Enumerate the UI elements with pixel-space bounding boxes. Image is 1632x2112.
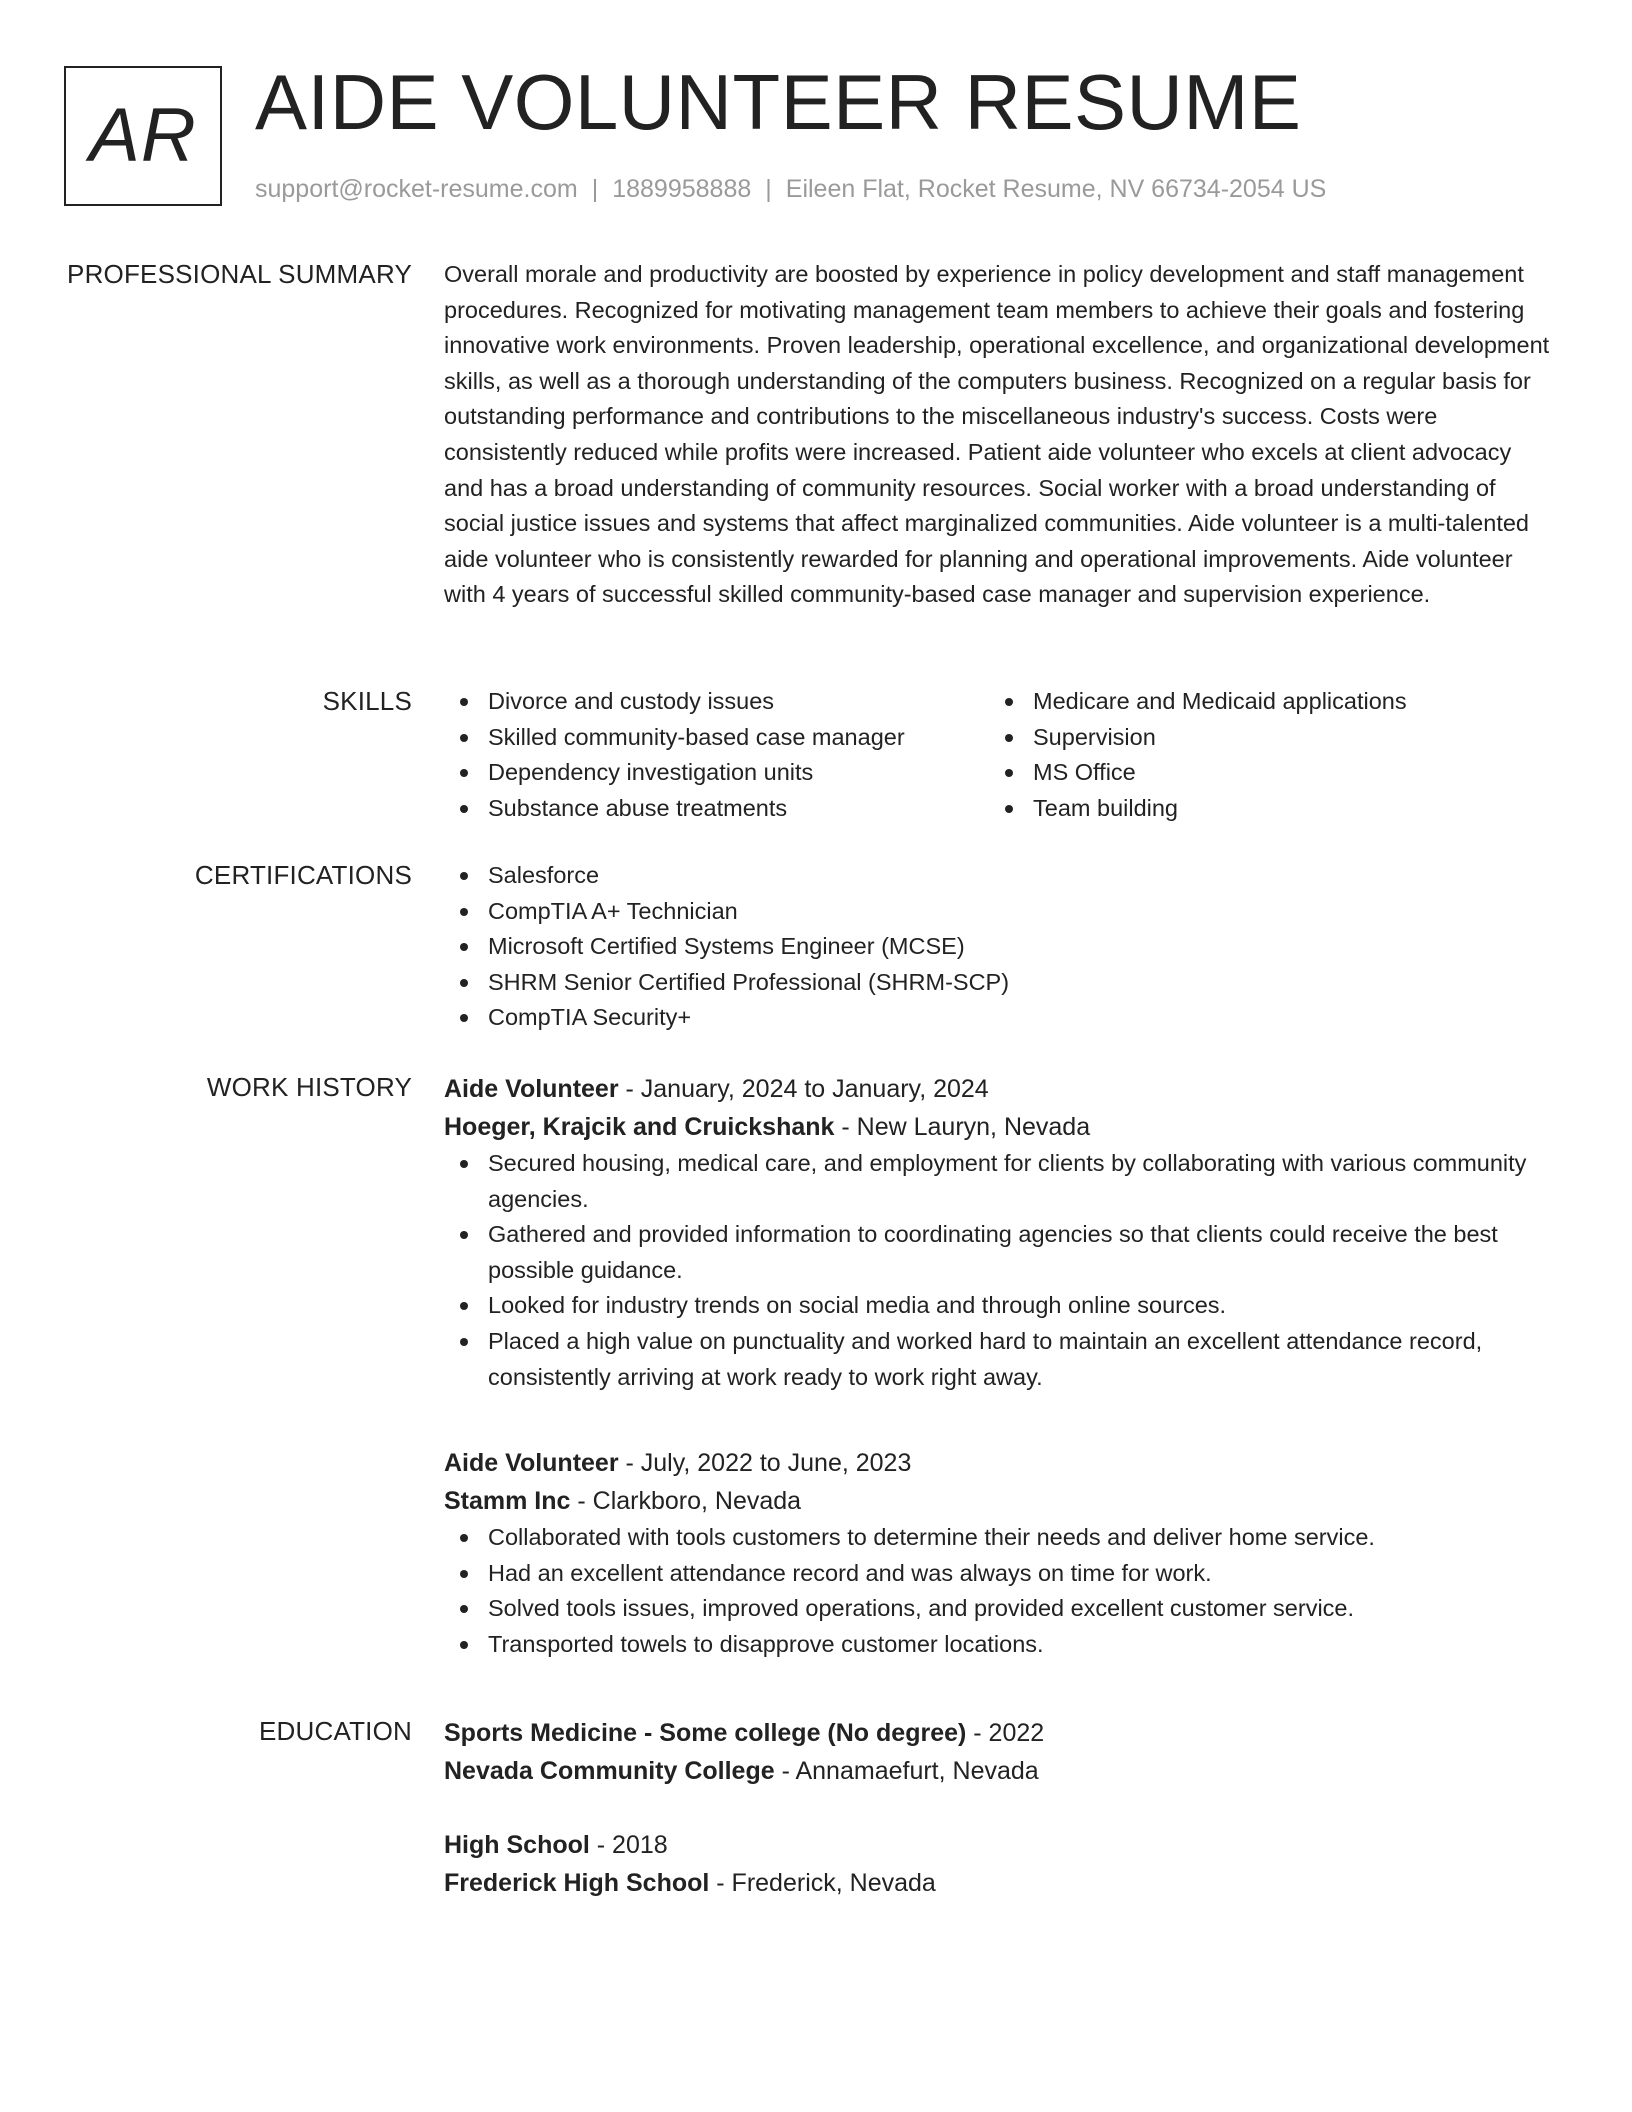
education-school-line [444,1864,1554,1902]
certification-item: SHRM Senior Certified Professional (SHRM-SCP) [444,965,1554,1001]
education-entry [444,1714,1554,1790]
job-duty-item: Secured housing, medical care, and employment for clients by collaborating with various community agencies. [444,1146,1554,1217]
education-year: - 2018 [589,1831,668,1859]
contact-line [255,174,1326,204]
education-degree: High School [444,1831,590,1859]
contact-address: Eileen Flat, Rocket Resume, NV 66734-2054 US [785,175,1327,203]
job-location: - Clarkboro, Nevada [570,1487,802,1515]
job-duty-item: Solved tools issues, improved operations, and provided excellent customer service. [444,1591,1554,1627]
education-location: - Frederick, Nevada [709,1869,936,1897]
job-duty-item: Looked for industry trends on social media and through online sources. [444,1288,1554,1324]
skill-item: Team building [989,791,1534,827]
contact-email[interactable]: support@rocket-resume.com [255,175,578,203]
certification-item: Microsoft Certified Systems Engineer (MCSE) [444,929,1554,965]
certification-item: CompTIA A+ Technician [444,894,1554,930]
education-degree-line [444,1714,1554,1752]
section-heading-work-history: WORK HISTORY [206,1072,412,1102]
contact-separator: | [765,175,772,203]
job-duty-item: Had an excellent attendance record and was always on time for work. [444,1556,1554,1592]
certification-item: Salesforce [444,858,1554,894]
skill-item: Substance abuse treatments [444,791,989,827]
skill-item: Skilled community-based case manager [444,720,989,756]
education-school: Nevada Community College [444,1757,775,1785]
contact-separator: | [591,175,599,203]
education-degree: Sports Medicine - Some college (No degree) [444,1719,967,1747]
education-year: - 2022 [966,1719,1045,1747]
section-heading-education: EDUCATION [259,1716,412,1746]
job-duty-item: Placed a high value on punctuality and worked hard to maintain an excellent attendance record, consistently arriving at work ready to work right away. [444,1324,1554,1395]
skill-item: Dependency investigation units [444,755,989,791]
job-title: Aide Volunteer [444,1449,619,1477]
job-dates: - January, 2024 to January, 2024 [618,1075,989,1103]
education-degree-line [444,1826,1554,1864]
summary-text: Overall morale and productivity are boosted by experience in policy development and staff management procedures. Recognized for motivating management team members to achieve their goals and fostering innovative work environments. Proven leadership, operational excellence, and organizational development skills, as well as a thorough understanding of the computers business. Recognized on a regular basis for outstanding performance and contributions to the miscellaneous industry's success. Costs were consistently reduced while profits were increased. Patient aide volunteer who excels at client advocacy and has a broad understanding of community resources. Social worker with a broad understanding of social justice issues and systems that affect marginalized communities. Aide volunteer is a multi-talented aide volunteer who is consistently rewarded for planning and operational improvements. Aide volunteer with 4 years of successful skilled community-based case manager and supervision experience. [444,261,1550,608]
skill-item: Divorce and custody issues [444,684,989,720]
education-location: - Annamaefurt, Nevada [774,1757,1039,1785]
section-heading-certifications: CERTIFICATIONS [194,860,412,890]
skills-list-right [989,684,1534,826]
job-title-line [444,1070,1554,1108]
job-dates: - July, 2022 to June, 2023 [618,1449,912,1477]
education-school-line [444,1752,1554,1790]
job-duties-list [444,1520,1554,1662]
job-company: Hoeger, Krajcik and Cruickshank [444,1113,835,1141]
job-location: - New Lauryn, Nevada [834,1113,1091,1141]
job-company-line [444,1482,1554,1520]
job-entry [444,1070,1554,1395]
skills-columns [444,684,1554,826]
job-duty-item: Gathered and provided information to coordinating agencies so that clients could receive the best possible guidance. [444,1217,1554,1288]
education-entry [444,1826,1554,1902]
monogram-initials: AR [89,93,197,178]
job-duty-item: Collaborated with tools customers to determine their needs and deliver home service. [444,1520,1554,1556]
job-company: Stamm Inc [444,1487,571,1515]
section-heading-skills: SKILLS [322,686,412,716]
contact-phone[interactable]: 1889958888 [612,175,752,203]
job-duty-item: Transported towels to disapprove customer locations. [444,1627,1554,1663]
skill-item: Medicare and Medicaid applications [989,684,1534,720]
skills-list-left [444,684,989,826]
certifications-list [444,858,1554,1036]
monogram-badge [64,66,222,206]
job-entry [444,1444,1554,1662]
education-school: Frederick High School [444,1869,710,1897]
certification-item: CompTIA Security+ [444,1000,1554,1036]
skill-item: Supervision [989,720,1534,756]
job-duties-list [444,1146,1554,1395]
skill-item: MS Office [989,755,1534,791]
section-heading-summary: PROFESSIONAL SUMMARY [67,259,412,289]
job-title: Aide Volunteer [444,1075,619,1103]
resume-title: AIDE VOLUNTEER RESUME [255,58,1302,146]
job-company-line [444,1108,1554,1146]
job-title-line [444,1444,1554,1482]
